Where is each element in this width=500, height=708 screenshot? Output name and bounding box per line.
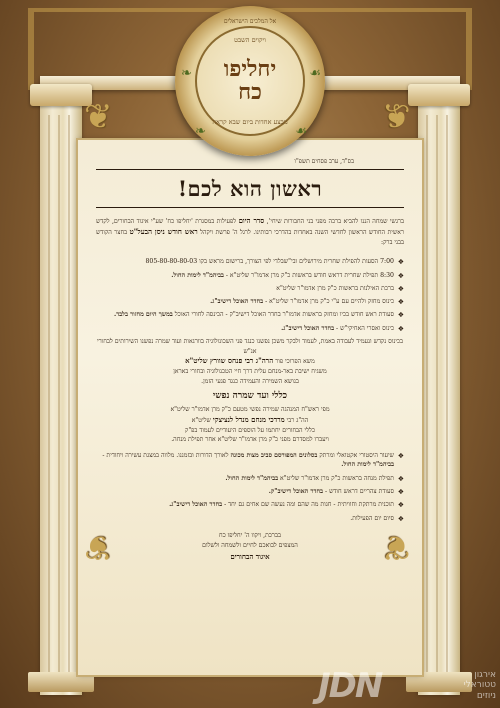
list-item: ❖ 8:30 תפילת שחרית דראש חודש בראשות כ"ק מרן אדמו"ר שליט"א - בביהמ"ד לימות החול.: [171, 271, 404, 280]
watermark-logo: JDN: [318, 666, 382, 706]
list-item: ❖ כינוס מחזק ולהיים עם ע"י כ"ק מרן אדמו"ר שליט"א - בחדר האוכל דישיב"ג.: [210, 298, 404, 307]
right-column: [418, 95, 460, 695]
diamond-bullet-icon: ❖: [397, 501, 404, 510]
middle-text: ויעברו למסדרם מפני כ"ק מרן אדמו"ר שליט"א אחר תפילת מנחה.: [171, 436, 329, 444]
list-item: ❖ תפילת מנחה בראשות כ"ק מרן אדמו"ר שליט"א בביהמ"ד לימות החול.: [225, 474, 404, 483]
section-heading: כללי ועד שמרה נפשי: [212, 391, 288, 402]
diamond-bullet-icon: ❖: [397, 514, 404, 523]
leaf-icon: ☙: [295, 124, 307, 139]
diamond-bullet-icon: ❖: [397, 284, 404, 293]
intro-bold: סדר היום: [238, 216, 265, 225]
intro-bold: ראש חודש ניסן הבעל"ט: [129, 226, 198, 236]
footer-text: המצפים לבואכם לחיים ולשמחה ולשלום: [202, 541, 298, 549]
middle-text: מפי ראש"ח המנהגה שמירה נפשי מטעם כ"ק מרן אדמו"ר שליט"א: [170, 406, 330, 414]
middle-section-2: [96, 405, 404, 445]
middle-text: משגיח ישיבת באר-מנחם עלית דרך חיי הטכנולוגיה ובחורי באראן: [173, 368, 327, 376]
diamond-bullet-icon: ❖: [397, 298, 404, 307]
seal-title-line2: כח: [238, 79, 262, 105]
left-column: [40, 95, 82, 695]
diamond-bullet-icon: ❖: [397, 271, 404, 280]
schedule-list: [96, 257, 404, 333]
footer-text: בברכת, ויקוו ה' יחליפו כח: [219, 531, 281, 539]
right-capital: [408, 84, 470, 106]
middle-text: כללי הבחורים יחתמו על הוספים היעודיים לעמוד בפ"ק: [185, 426, 315, 434]
left-base: [28, 672, 94, 692]
list-item: ❖ תוכנית מרתקת וחוויתית - חגות מה שהם ומה נעשה שם אחים גם יחד - בחדר האוכל דישיב"ג.: [169, 501, 404, 510]
divider: [96, 169, 404, 170]
document-content: [96, 158, 404, 562]
list-item: ❖ סעודת ראש חודש בכיו ומחזק בראשות אדמו"ר בחדר האוכל דישיב"ק - הכינסה לחורי האוכל במשך היום מחזור בלבד.: [113, 311, 404, 320]
seal-ring-text: אל המלכים הישראלים: [223, 18, 277, 25]
scroll-ornament-bottom-left: ❦: [84, 527, 113, 567]
list-item: ❖ כינוס ואסרי האחיקי"ש - בחדר האוכל דישיב"ג.: [281, 324, 404, 333]
middle-section: [96, 337, 404, 386]
diamond-bullet-icon: ❖: [397, 258, 404, 267]
seal-emblem: [175, 6, 325, 156]
scroll-ornament-top-left: ❦: [84, 97, 113, 137]
leaf-icon: ❧: [181, 66, 192, 81]
left-capital: [30, 84, 92, 106]
watermark: [318, 664, 498, 706]
diamond-bullet-icon: ❖: [397, 324, 404, 333]
seal-top-text: ויקוים השבט: [234, 36, 266, 44]
seal-inner: [195, 26, 305, 136]
diamond-bullet-icon: ❖: [397, 474, 404, 483]
leaf-icon: ❧: [195, 124, 206, 139]
scroll-ornament-top-right: ❦: [382, 97, 411, 137]
intro-text: ברגשי שמחה הננו להביא ברכה מפני בני החבורות שיחי',: [266, 218, 405, 225]
diamond-bullet-icon: ❖: [397, 487, 404, 496]
list-item: ❖ ברכת האילנות בראשות כ"ק מרן אדמו"ר שליט"א: [276, 284, 404, 293]
watermark-text: אירגון טטוראלי ניוזים: [463, 670, 496, 701]
list-item: ❖ סעודת צהריים דראש חודש - בחדר האוכל דישיב"ק.: [268, 487, 404, 496]
speaker-line: משא הפרוכי פור הרה"ג רבי פנחס שוורץ שליט"א: [185, 356, 315, 366]
schedule-list-2: [96, 451, 404, 523]
date-line: בס"ד, ערב פסחים תשפ"ו: [294, 158, 354, 165]
scroll-ornament-bottom-right: ❦: [382, 527, 411, 567]
intro-paragraph: [96, 216, 404, 247]
divider: [96, 207, 404, 208]
intro-text: בחצר הקודש בבני ברק:: [96, 228, 404, 246]
intro-text: לפעילות במסגרת 'יחליפו כח' שע"י איגוד הבחורים, לקדש ראשית החודש הראשון לחדשי השנה באחדות בהדרכי רבותינו. לרגל ה' פרשת ויקהל: [96, 218, 405, 236]
list-item: ❖ סיום יום הפעילות.: [350, 514, 404, 523]
diamond-bullet-icon: ❖: [397, 311, 404, 320]
list-item: ❖ 7:00 הסעות להפילת שחרית מירושלים ובי"שבלדי לפי הצורך, ברישום מראש בקו 805-80-80-80-03: [145, 258, 404, 267]
list-item: ❖ שיעור היסטורי אקטואלי ומרתק בסלונים המפורסם סביב מצות מכונה לאורך הדורות ובזמננו. מלווה במצגת עשירה ויחודית - בביהמ"ד לימות החול.: [102, 452, 404, 469]
middle-text: בכינוס נקדש ונעמיד לעבודה באמת, לעמוד ולבקר משכן נפשנו כנגד פני השכונולוגיה בוורגאות ועוד שמרה נפשנו השירותים לבחורי אנ"ש: [97, 338, 403, 355]
seal-title-line1: יחליפו: [223, 55, 277, 82]
seal-bottom-text: מבצע אחדות ביום שבא קראה: [212, 118, 288, 126]
middle-text: בנושא השמירה והעמידה כנגד פגעי הזמן.: [201, 377, 299, 385]
page-title: ראשון הוא לכם!: [177, 176, 323, 201]
leaf-icon: ☙: [309, 66, 321, 81]
diamond-bullet-icon: ❖: [397, 452, 404, 461]
signature: איגוד הבחורים: [230, 551, 270, 561]
speaker-line: הה"ג רבי מרדכי מנחם מנדל לנציצקי שליט"א: [191, 414, 309, 424]
footer-signoff: [96, 531, 404, 562]
